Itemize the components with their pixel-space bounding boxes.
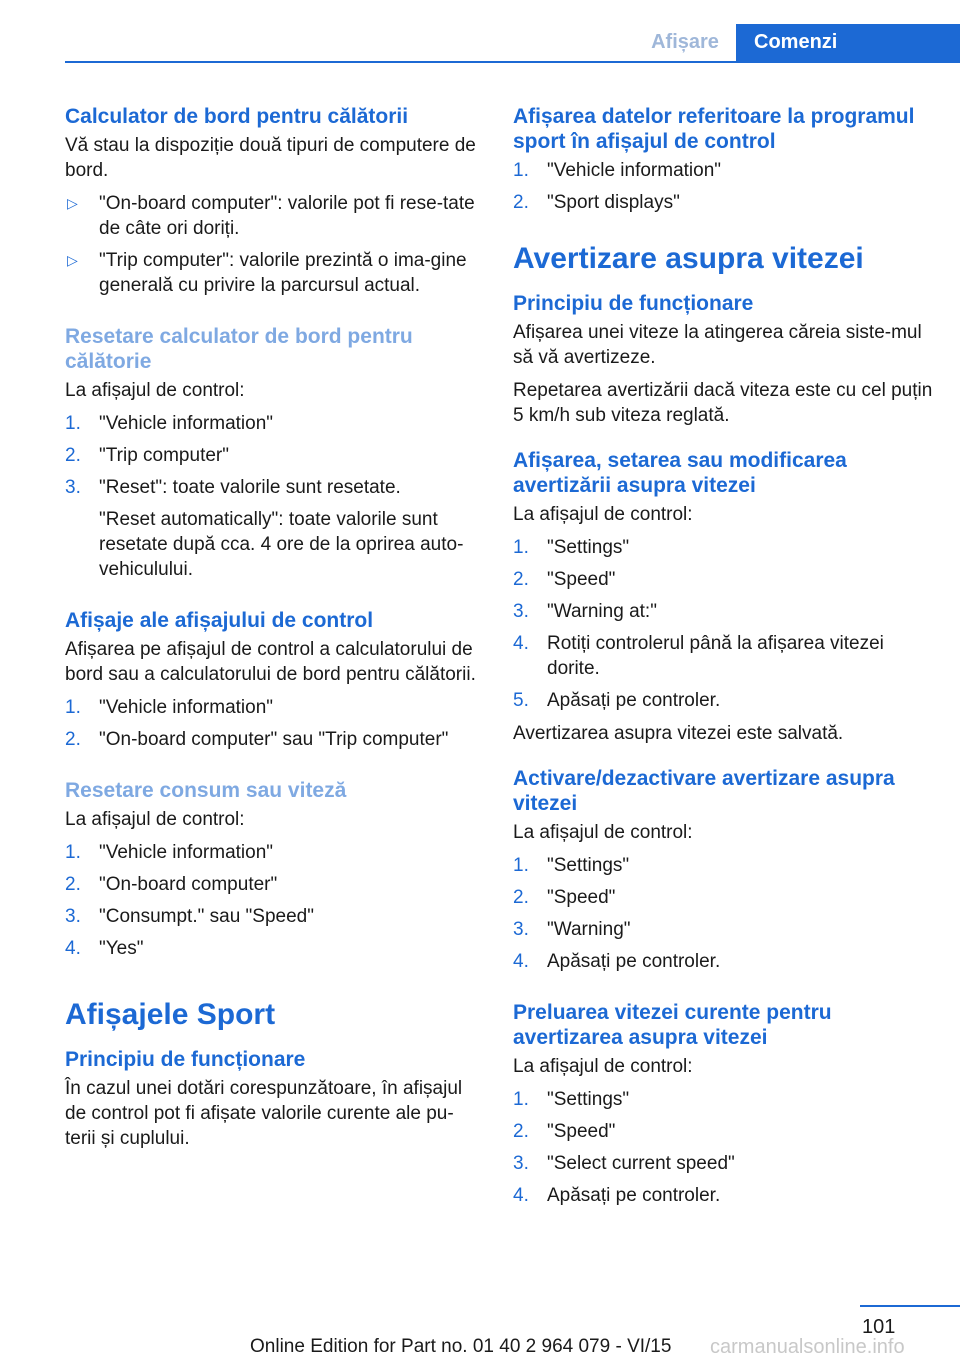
list-item: 5. Apăsați pe controler. — [513, 690, 721, 711]
list-item: ▷ "Trip computer": valorile prezintă o ima-gine generală cu privire la parcursul actual. — [67, 250, 467, 296]
section-title: Principiu de funcționare — [513, 292, 754, 315]
triangle-bullet-icon: ▷ — [67, 195, 78, 211]
list-item: ▷ "On-board computer": valorile pot fi rese-tate de câte ori doriți. — [67, 193, 475, 239]
step-list — [65, 411, 481, 582]
list-item: 4. Apăsați pe controler. — [513, 951, 721, 972]
right-column — [513, 104, 933, 1222]
step-list — [65, 840, 481, 961]
section-title: Afișarea, setarea sau modificarea avertizării asupra vitezei — [513, 449, 847, 497]
paragraph: Afișarea pe afișajul de control a calculatorului de bord sau a calculatorului de bord pentru călătorii. — [65, 639, 476, 685]
section-title: Resetare calculator de bord pentru călătorie — [65, 325, 413, 373]
triangle-bullet-icon: ▷ — [67, 252, 78, 268]
list-item: 2. "Trip computer" — [65, 445, 229, 466]
section-title: Afișarea datelor referitoare la programul sport în afișajul de control — [513, 105, 915, 153]
page-number-rule — [860, 1305, 960, 1307]
section-title: Principiu de funcționare — [65, 1048, 306, 1071]
paragraph: La afișajul de control: — [65, 380, 245, 401]
page-number: 101 — [862, 1316, 896, 1338]
chapter-heading: Afișajele Sport — [65, 998, 276, 1031]
list-item: 2. "Speed" — [513, 887, 616, 908]
list-item: 3. "Reset": toate valorile sunt resetate. "Reset automatically": toate valorile sunt resetate după cca. 4 ore de la oprirea auto-vehiculului. — [65, 477, 464, 580]
list-item: 3. "Warning at:" — [513, 601, 657, 622]
section-title: Afișaje ale afișajului de control — [65, 609, 374, 632]
list-item: 3. "Warning" — [513, 919, 631, 940]
step-list — [513, 853, 933, 974]
list-item: 2. "Speed" — [513, 1121, 616, 1142]
paragraph: La afișajul de control: — [65, 809, 245, 830]
paragraph: La afișajul de control: — [513, 822, 693, 843]
list-item: 2. "On-board computer" sau "Trip computer" — [65, 729, 449, 750]
list-item: 2. "On-board computer" — [65, 874, 278, 895]
step-list — [513, 535, 933, 713]
section-title: Activare/dezactivare avertizare asupra vitezei — [513, 767, 895, 815]
list-item: 1. "Vehicle information" — [65, 697, 274, 718]
paragraph: La afișajul de control: — [513, 504, 693, 525]
section-title: Preluarea vitezei curente pentru avertizarea asupra vitezei — [513, 1001, 832, 1049]
step-list — [513, 1087, 933, 1208]
list-item: 4. "Yes" — [65, 938, 144, 959]
list-item: 4. Apăsați pe controler. — [513, 1185, 721, 1206]
list-item: 1. "Vehicle information" — [65, 413, 274, 434]
tab-section[interactable]: Afișare — [651, 31, 719, 53]
bullet-list — [65, 191, 481, 298]
list-item: 1. "Settings" — [513, 537, 630, 558]
list-item: 1. "Settings" — [513, 855, 630, 876]
watermark: carmanualsonline.info — [710, 1336, 905, 1358]
left-column — [65, 104, 481, 1159]
list-item: 4. Rotiți controlerul până la afișarea vitezei dorite. — [513, 633, 884, 679]
paragraph: În cazul unei dotări corespunzătoare, în afișajul de control pot fi afișate valorile curente ale pu-terii și cuplului. — [65, 1078, 463, 1149]
list-item: 2. "Sport displays" — [513, 192, 680, 213]
step-list — [65, 695, 481, 752]
section-title: Resetare consum sau viteză — [65, 779, 347, 802]
paragraph: Avertizarea asupra vitezei este salvată. — [513, 723, 844, 744]
list-item: 3. "Select current speed" — [513, 1153, 735, 1174]
list-item: 3. "Consumpt." sau "Speed" — [65, 906, 314, 927]
paragraph: Repetarea avertizării dacă viteza este cu cel puțin 5 km/h sub viteza reglată. — [513, 380, 933, 426]
tab-chapter[interactable]: Comenzi — [736, 24, 960, 63]
section-title: Calculator de bord pentru călătorii — [65, 105, 409, 128]
list-item: 1. "Vehicle information" — [513, 160, 722, 181]
list-item: 2. "Speed" — [513, 569, 616, 590]
paragraph: Afișarea unei viteze la atingerea căreia siste-mul să vă avertizeze. — [513, 322, 922, 368]
step-list — [513, 158, 933, 215]
list-item: 1. "Settings" — [513, 1089, 630, 1110]
chapter-heading: Avertizare asupra vitezei — [513, 242, 864, 275]
paragraph: La afișajul de control: — [513, 1056, 693, 1077]
list-item: 1. "Vehicle information" — [65, 842, 274, 863]
edition-footer: Online Edition for Part no. 01 40 2 964 079 - VI/15 — [250, 1336, 672, 1357]
paragraph: Vă stau la dispoziție două tipuri de computere de bord. — [65, 135, 476, 181]
